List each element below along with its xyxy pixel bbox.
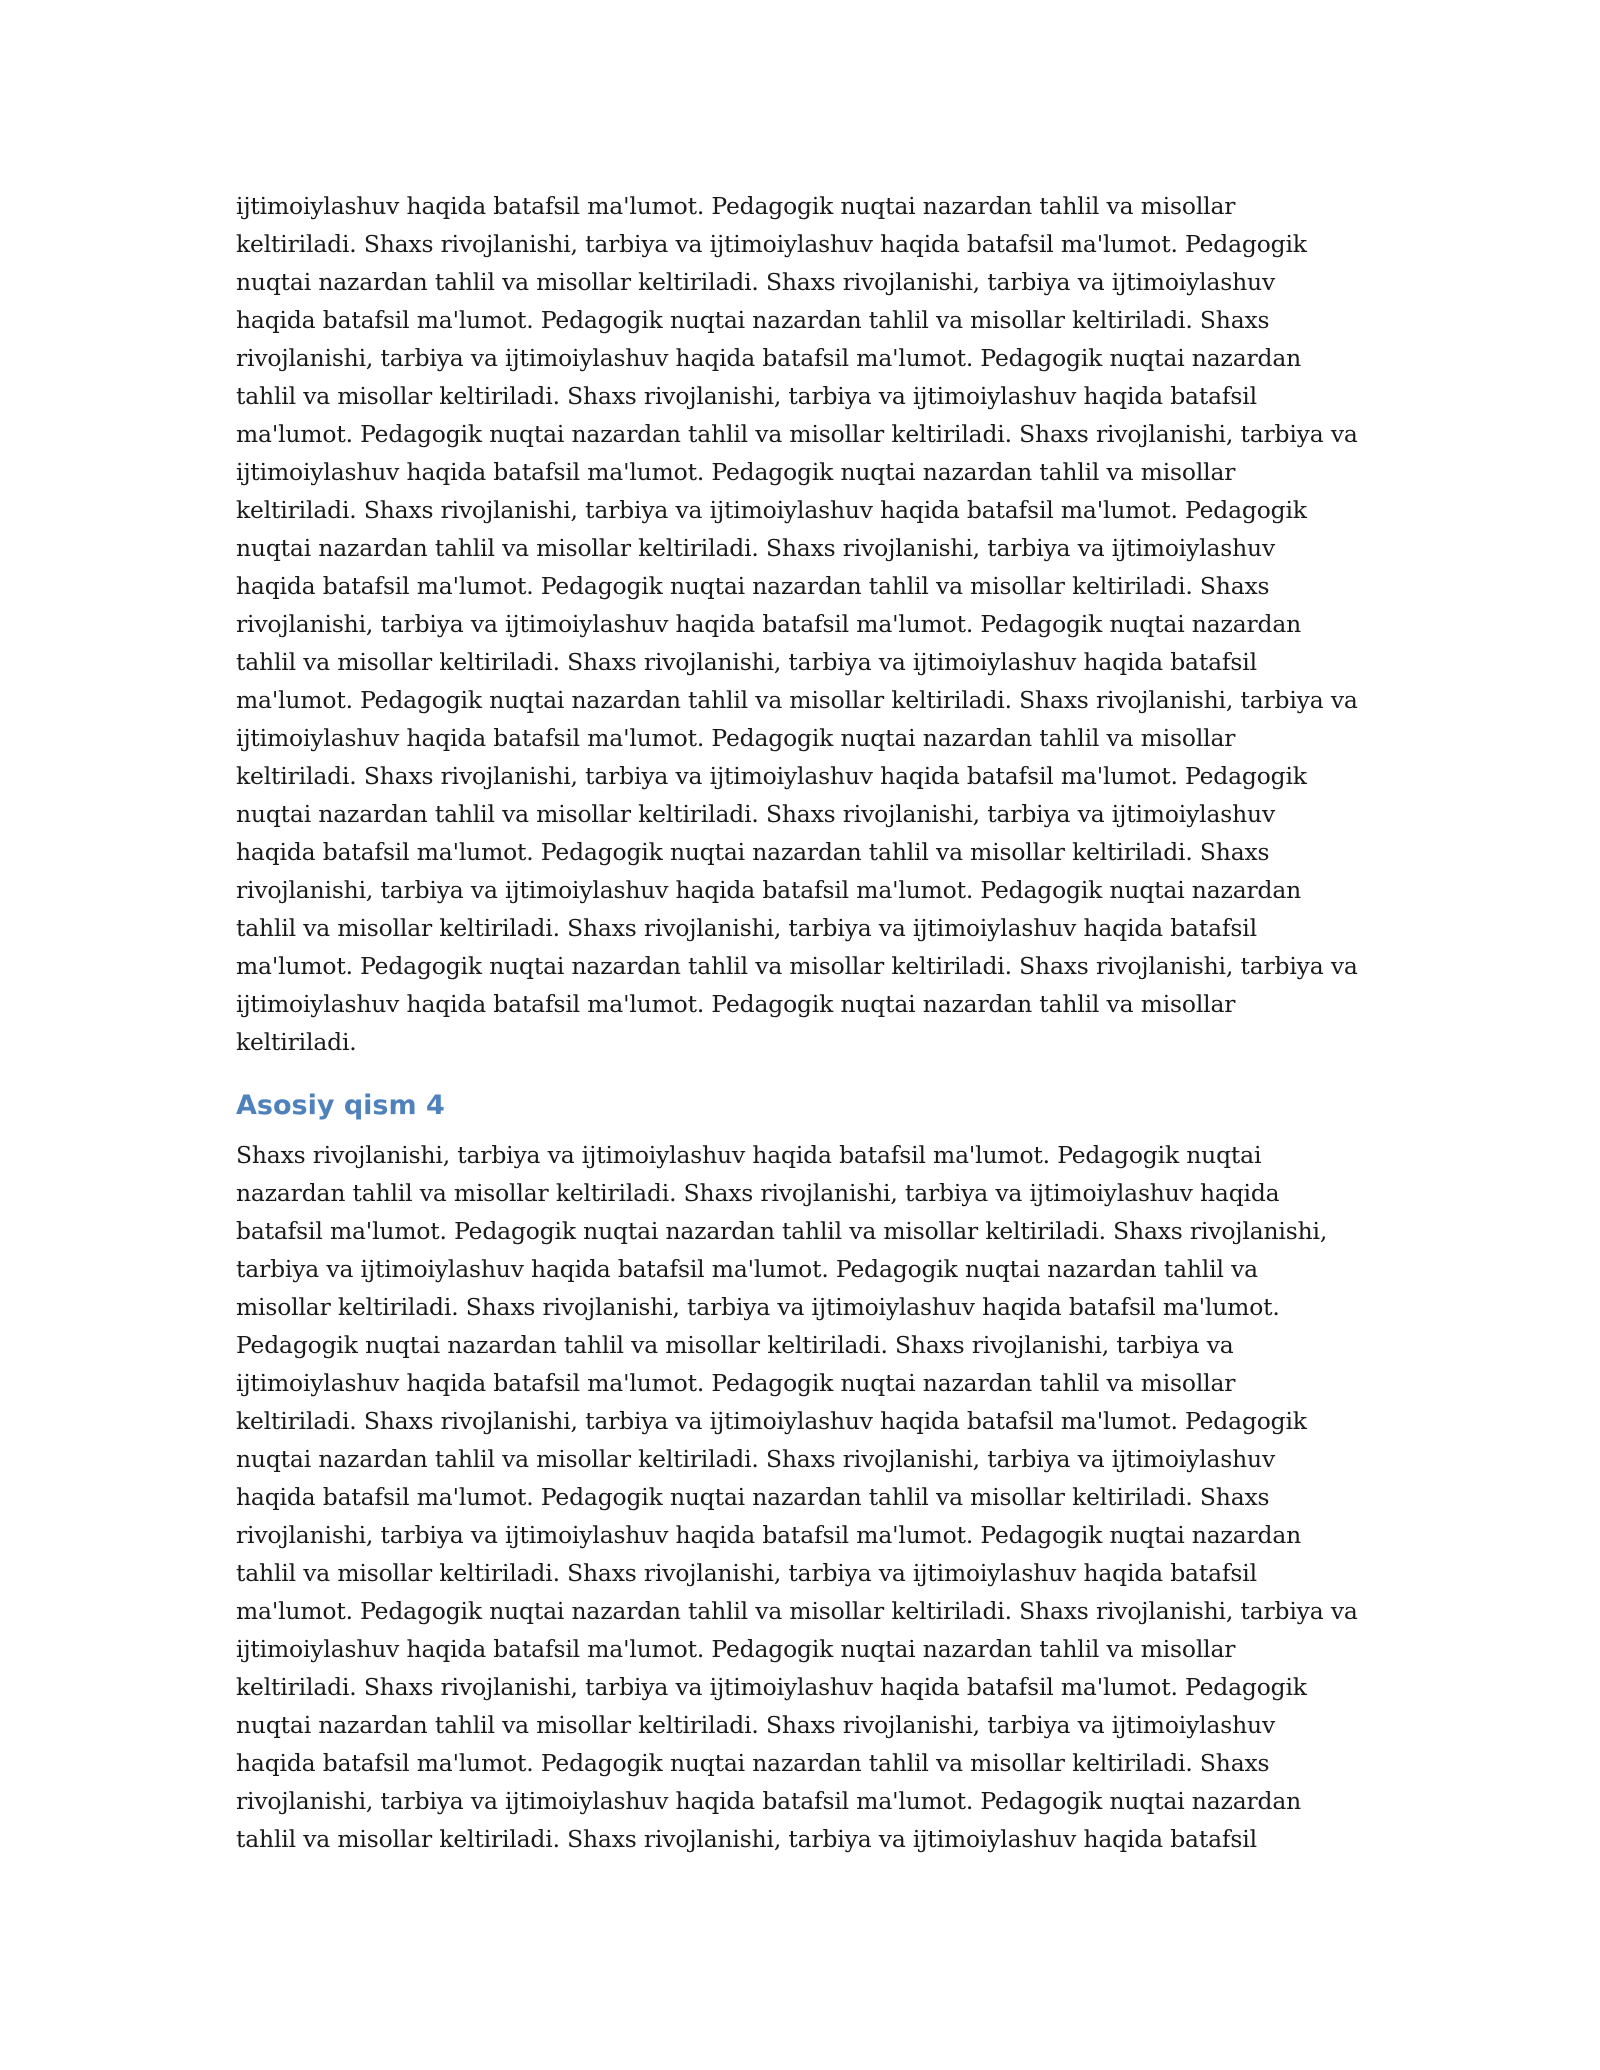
paragraph-line: rivojlanishi, tarbiya va ijtimoiylashuv haqida batafsil ma'lumot. Pedagogik nuqtai nazardan: [236, 876, 1302, 904]
paragraph-line: ma'lumot. Pedagogik nuqtai nazardan tahlil va misollar keltiriladi. Shaxs rivojlanishi, tarbiya va: [236, 686, 1358, 714]
paragraph-line: nuqtai nazardan tahlil va misollar keltiriladi. Shaxs rivojlanishi, tarbiya va ijtimoiylashuv: [236, 1711, 1276, 1739]
paragraph-line: nuqtai nazardan tahlil va misollar keltiriladi. Shaxs rivojlanishi, tarbiya va ijtimoiylashuv: [236, 268, 1276, 296]
paragraph-line: tahlil va misollar keltiriladi. Shaxs rivojlanishi, tarbiya va ijtimoiylashuv haqida batafsil: [236, 1559, 1257, 1587]
paragraph-line: haqida batafsil ma'lumot. Pedagogik nuqtai nazardan tahlil va misollar keltiriladi. Shaxs: [236, 1483, 1270, 1511]
paragraph-line: nuqtai nazardan tahlil va misollar keltiriladi. Shaxs rivojlanishi, tarbiya va ijtimoiylashuv: [236, 534, 1276, 562]
paragraph-line: keltiriladi. Shaxs rivojlanishi, tarbiya va ijtimoiylashuv haqida batafsil ma'lumot. Pedagogik: [236, 496, 1307, 524]
paragraph-line: ijtimoiylashuv haqida batafsil ma'lumot. Pedagogik nuqtai nazardan tahlil va misollar: [236, 724, 1236, 752]
paragraph-line: keltiriladi. Shaxs rivojlanishi, tarbiya va ijtimoiylashuv haqida batafsil ma'lumot. Pedagogik: [236, 1673, 1307, 1701]
paragraph-line: keltiriladi. Shaxs rivojlanishi, tarbiya va ijtimoiylashuv haqida batafsil ma'lumot. Pedagogik: [236, 230, 1307, 258]
paragraph-line: haqida batafsil ma'lumot. Pedagogik nuqtai nazardan tahlil va misollar keltiriladi. Shaxs: [236, 1749, 1270, 1777]
paragraph-line: rivojlanishi, tarbiya va ijtimoiylashuv haqida batafsil ma'lumot. Pedagogik nuqtai nazardan: [236, 610, 1302, 638]
paragraph-line: keltiriladi.: [236, 1028, 357, 1056]
paragraph-line: rivojlanishi, tarbiya va ijtimoiylashuv haqida batafsil ma'lumot. Pedagogik nuqtai nazardan: [236, 1521, 1302, 1549]
paragraph-line: nazardan tahlil va misollar keltiriladi. Shaxs rivojlanishi, tarbiya va ijtimoiylashuv haqida: [236, 1179, 1280, 1207]
paragraph-line: ijtimoiylashuv haqida batafsil ma'lumot. Pedagogik nuqtai nazardan tahlil va misollar: [236, 192, 1236, 220]
section-heading: Asosiy qism 4: [236, 1090, 445, 1121]
paragraph-line: tahlil va misollar keltiriladi. Shaxs rivojlanishi, tarbiya va ijtimoiylashuv haqida batafsil: [236, 914, 1257, 942]
paragraph-line: tahlil va misollar keltiriladi. Shaxs rivojlanishi, tarbiya va ijtimoiylashuv haqida batafsil: [236, 648, 1257, 676]
paragraph-line: rivojlanishi, tarbiya va ijtimoiylashuv haqida batafsil ma'lumot. Pedagogik nuqtai nazardan: [236, 1787, 1302, 1815]
paragraph-line: haqida batafsil ma'lumot. Pedagogik nuqtai nazardan tahlil va misollar keltiriladi. Shaxs: [236, 838, 1270, 866]
paragraph-line: haqida batafsil ma'lumot. Pedagogik nuqtai nazardan tahlil va misollar keltiriladi. Shaxs: [236, 572, 1270, 600]
paragraph-line: ma'lumot. Pedagogik nuqtai nazardan tahlil va misollar keltiriladi. Shaxs rivojlanishi, tarbiya va: [236, 1597, 1358, 1625]
paragraph-line: ma'lumot. Pedagogik nuqtai nazardan tahlil va misollar keltiriladi. Shaxs rivojlanishi, tarbiya va: [236, 420, 1358, 448]
paragraph-line: batafsil ma'lumot. Pedagogik nuqtai nazardan tahlil va misollar keltiriladi. Shaxs rivojlanishi,: [236, 1217, 1328, 1245]
paragraph-line: ijtimoiylashuv haqida batafsil ma'lumot. Pedagogik nuqtai nazardan tahlil va misollar: [236, 1369, 1236, 1397]
paragraph-line: Pedagogik nuqtai nazardan tahlil va misollar keltiriladi. Shaxs rivojlanishi, tarbiya va: [236, 1331, 1234, 1359]
paragraph-line: keltiriladi. Shaxs rivojlanishi, tarbiya va ijtimoiylashuv haqida batafsil ma'lumot. Pedagogik: [236, 762, 1307, 790]
paragraph-line: rivojlanishi, tarbiya va ijtimoiylashuv haqida batafsil ma'lumot. Pedagogik nuqtai nazardan: [236, 344, 1302, 372]
paragraph-line: tahlil va misollar keltiriladi. Shaxs rivojlanishi, tarbiya va ijtimoiylashuv haqida batafsil: [236, 382, 1257, 410]
body-paragraph-top: [236, 187, 1366, 1061]
paragraph-line: ma'lumot. Pedagogik nuqtai nazardan tahlil va misollar keltiriladi. Shaxs rivojlanishi, tarbiya va: [236, 952, 1358, 980]
paragraph-line: tahlil va misollar keltiriladi. Shaxs rivojlanishi, tarbiya va ijtimoiylashuv haqida batafsil: [236, 1825, 1257, 1853]
paragraph-line: ijtimoiylashuv haqida batafsil ma'lumot. Pedagogik nuqtai nazardan tahlil va misollar: [236, 458, 1236, 486]
paragraph-line: keltiriladi. Shaxs rivojlanishi, tarbiya va ijtimoiylashuv haqida batafsil ma'lumot. Pedagogik: [236, 1407, 1307, 1435]
paragraph-line: tarbiya va ijtimoiylashuv haqida batafsil ma'lumot. Pedagogik nuqtai nazardan tahlil va: [236, 1255, 1258, 1283]
paragraph-line: nuqtai nazardan tahlil va misollar keltiriladi. Shaxs rivojlanishi, tarbiya va ijtimoiylashuv: [236, 1445, 1276, 1473]
body-paragraph-section: [236, 1136, 1366, 1858]
paragraph-line: ijtimoiylashuv haqida batafsil ma'lumot. Pedagogik nuqtai nazardan tahlil va misollar: [236, 1635, 1236, 1663]
paragraph-line: nuqtai nazardan tahlil va misollar keltiriladi. Shaxs rivojlanishi, tarbiya va ijtimoiylashuv: [236, 800, 1276, 828]
paragraph-line: misollar keltiriladi. Shaxs rivojlanishi, tarbiya va ijtimoiylashuv haqida batafsil ma'lumot.: [236, 1293, 1280, 1321]
paragraph-line: haqida batafsil ma'lumot. Pedagogik nuqtai nazardan tahlil va misollar keltiriladi. Shaxs: [236, 306, 1270, 334]
paragraph-line: Shaxs rivojlanishi, tarbiya va ijtimoiylashuv haqida batafsil ma'lumot. Pedagogik nuqtai: [236, 1141, 1262, 1169]
paragraph-line: ijtimoiylashuv haqida batafsil ma'lumot. Pedagogik nuqtai nazardan tahlil va misollar: [236, 990, 1236, 1018]
